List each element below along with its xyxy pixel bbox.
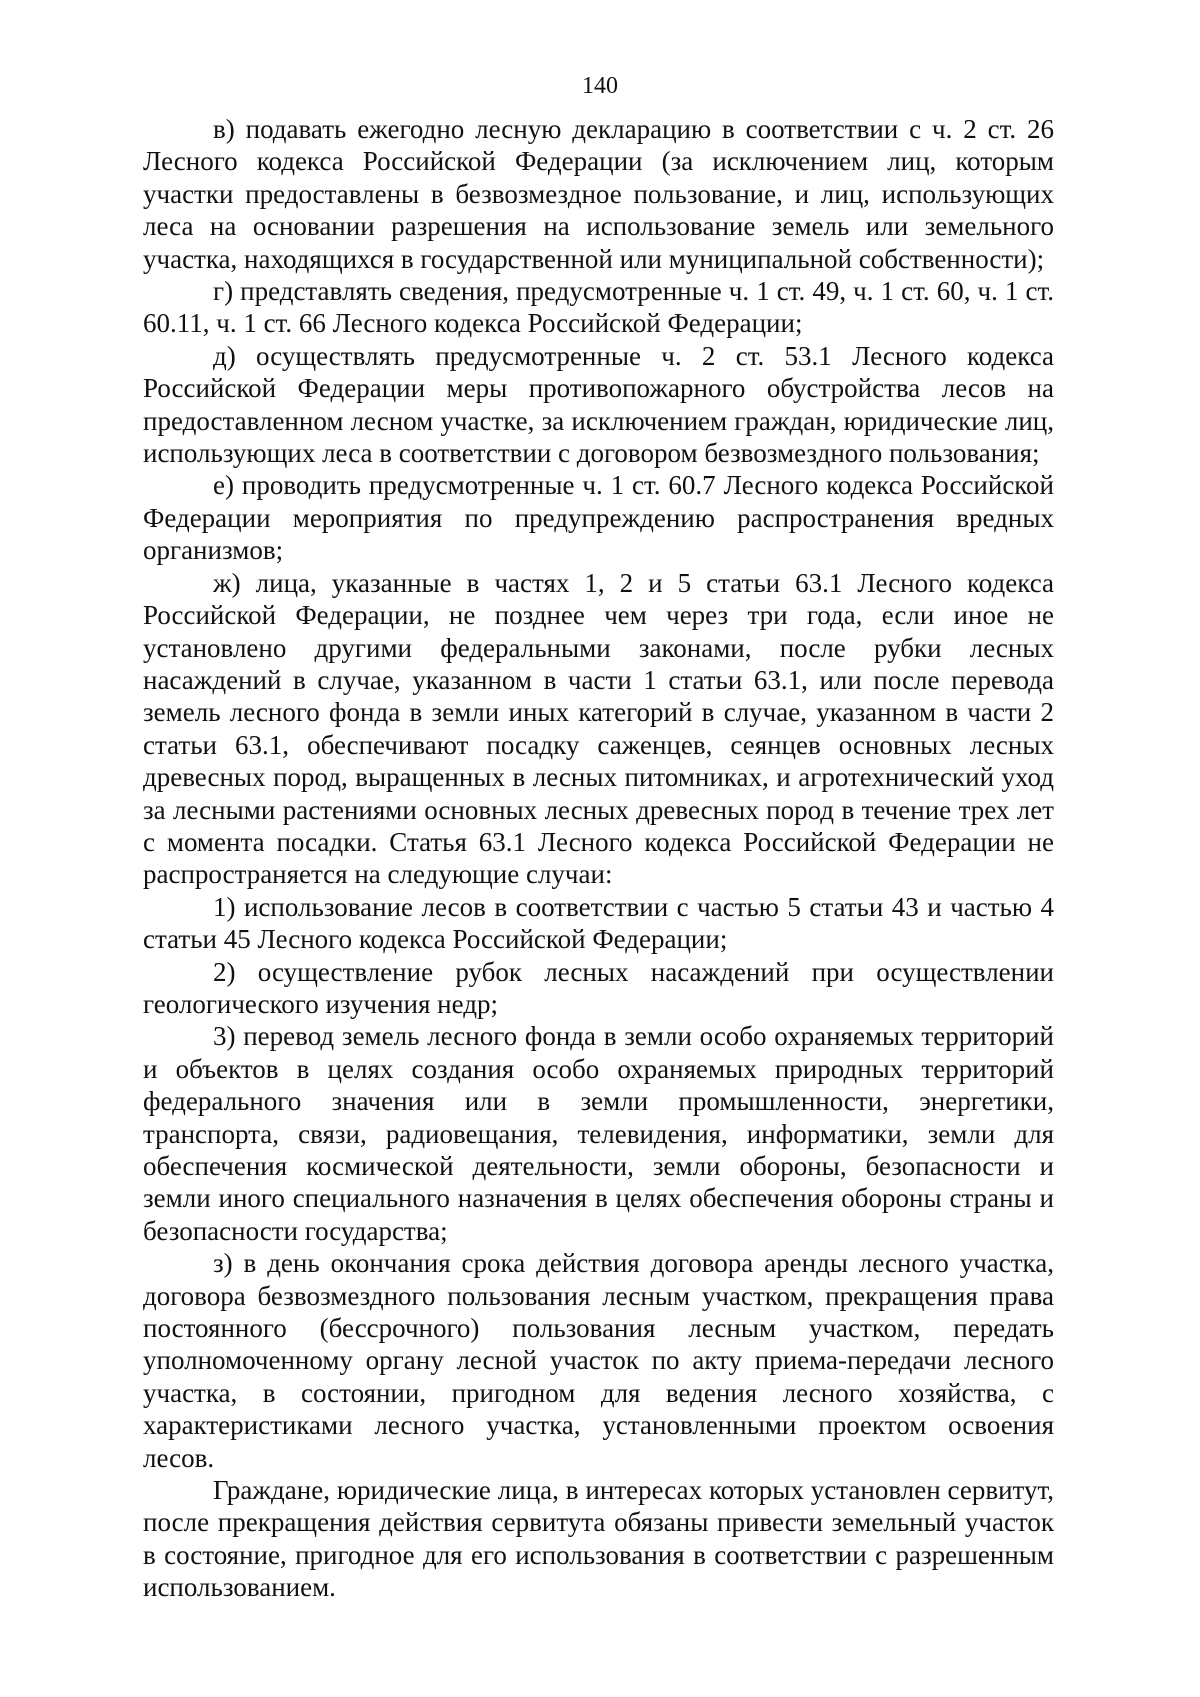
document-body [143,113,1054,1604]
paragraph-v-annual-declaration: в) подавать ежегодно лесную декларацию в соответствии с ч. 2 ст. 26 Лесного кодекса Российской Федерации (за исключением лиц, которым участки предоставлены в безвозмездное пользование, и лиц, использующих леса на основании разрешения на использование земель или земельного участка, находящихся в государственной или муниципальной собственности); [143,114,1054,274]
paragraph-d-fire-prevention: д) осуществлять предусмотренные ч. 2 ст. 53.1 Лесного кодекса Российской Федерации меры противопожарного обустройства лесов на предоставленном лесном участке, за исключением граждан, юридические лиц, использующих леса в соответствии с договором безвозмездного пользования; [143,340,1054,469]
page-number: 140 [582,73,618,99]
paragraph-zh-reforestation: ж) лица, указанные в частях 1, 2 и 5 статьи 63.1 Лесного кодекса Российской Федерации, не позднее чем через три года, если иное не установлено другими федеральными законами, после рубки лесных насаждений в случае, указанном в части 1 статьи 63.1, или после перевода земель лесного фонда в земли иных категорий в случае, указанном в части 2 статьи 63.1, обеспечивают посадку саженцев, сеянцев основных лесных древесных пород, выращенных в лесных питомниках, и агротехнический уход за лесными растениями основных лесных древесных пород в течение трех лет с момента посадки. Статья 63.1 Лесного кодекса Российской Федерации не распространяется на следующие случаи: [143,567,1054,890]
paragraph-case-3: 3) перевод земель лесного фонда в земли особо охраняемых территорий и объектов в целях создания особо охраняемых природных территорий федерального значения или в земли промышленности, энергетики, транспорта, связи, радиовещания, телевидения, информатики, земли для обеспечения космической деятельности, земли обороны, безопасности и земли иного специального назначения в целях обеспечения обороны страны и безопасности государства; [143,1021,1054,1246]
paragraph-case-2: 2) осуществление рубок лесных насаждений при осуществлении геологического изучения недр; [143,956,1054,1019]
paragraph-g-provide-information: г) представлять сведения, предусмотренные ч. 1 ст. 49, ч. 1 ст. 60, ч. 1 ст. 60.11, ч. 1 ст. 66 Лесного кодекса Российской Федерации; [143,276,1054,339]
paragraph-case-1: 1) использование лесов в соответствии с частью 5 статьи 43 и частью 4 статьи 45 Лесного кодекса Российской Федерации; [143,891,1054,955]
paragraph-e-pest-prevention: е) проводить предусмотренные ч. 1 ст. 60.7 Лесного кодекса Российской Федерации мероприятия по предупреждению распространения вредных организмов; [143,470,1054,566]
paragraph-z-return-plot: з) в день окончания срока действия договора аренды лесного участка, договора безвозмездного пользования лесным участком, прекращения права постоянного (бессрочного) пользования лесным участком, передать уполномоченному органу лесной участок по акту приема-передачи лесного участка, в состоянии, пригодном для ведения лесного хозяйства, с характеристиками лесного участка, установленными проектом освоения лесов. [143,1248,1054,1473]
paragraph-servitude: Граждане, юридические лица, в интересах которых установлен сервитут, после прекращения действия сервитута обязаны привести земельный участок в состояние, пригодное для его использования в соответствии с разрешенным использованием. [143,1475,1054,1603]
